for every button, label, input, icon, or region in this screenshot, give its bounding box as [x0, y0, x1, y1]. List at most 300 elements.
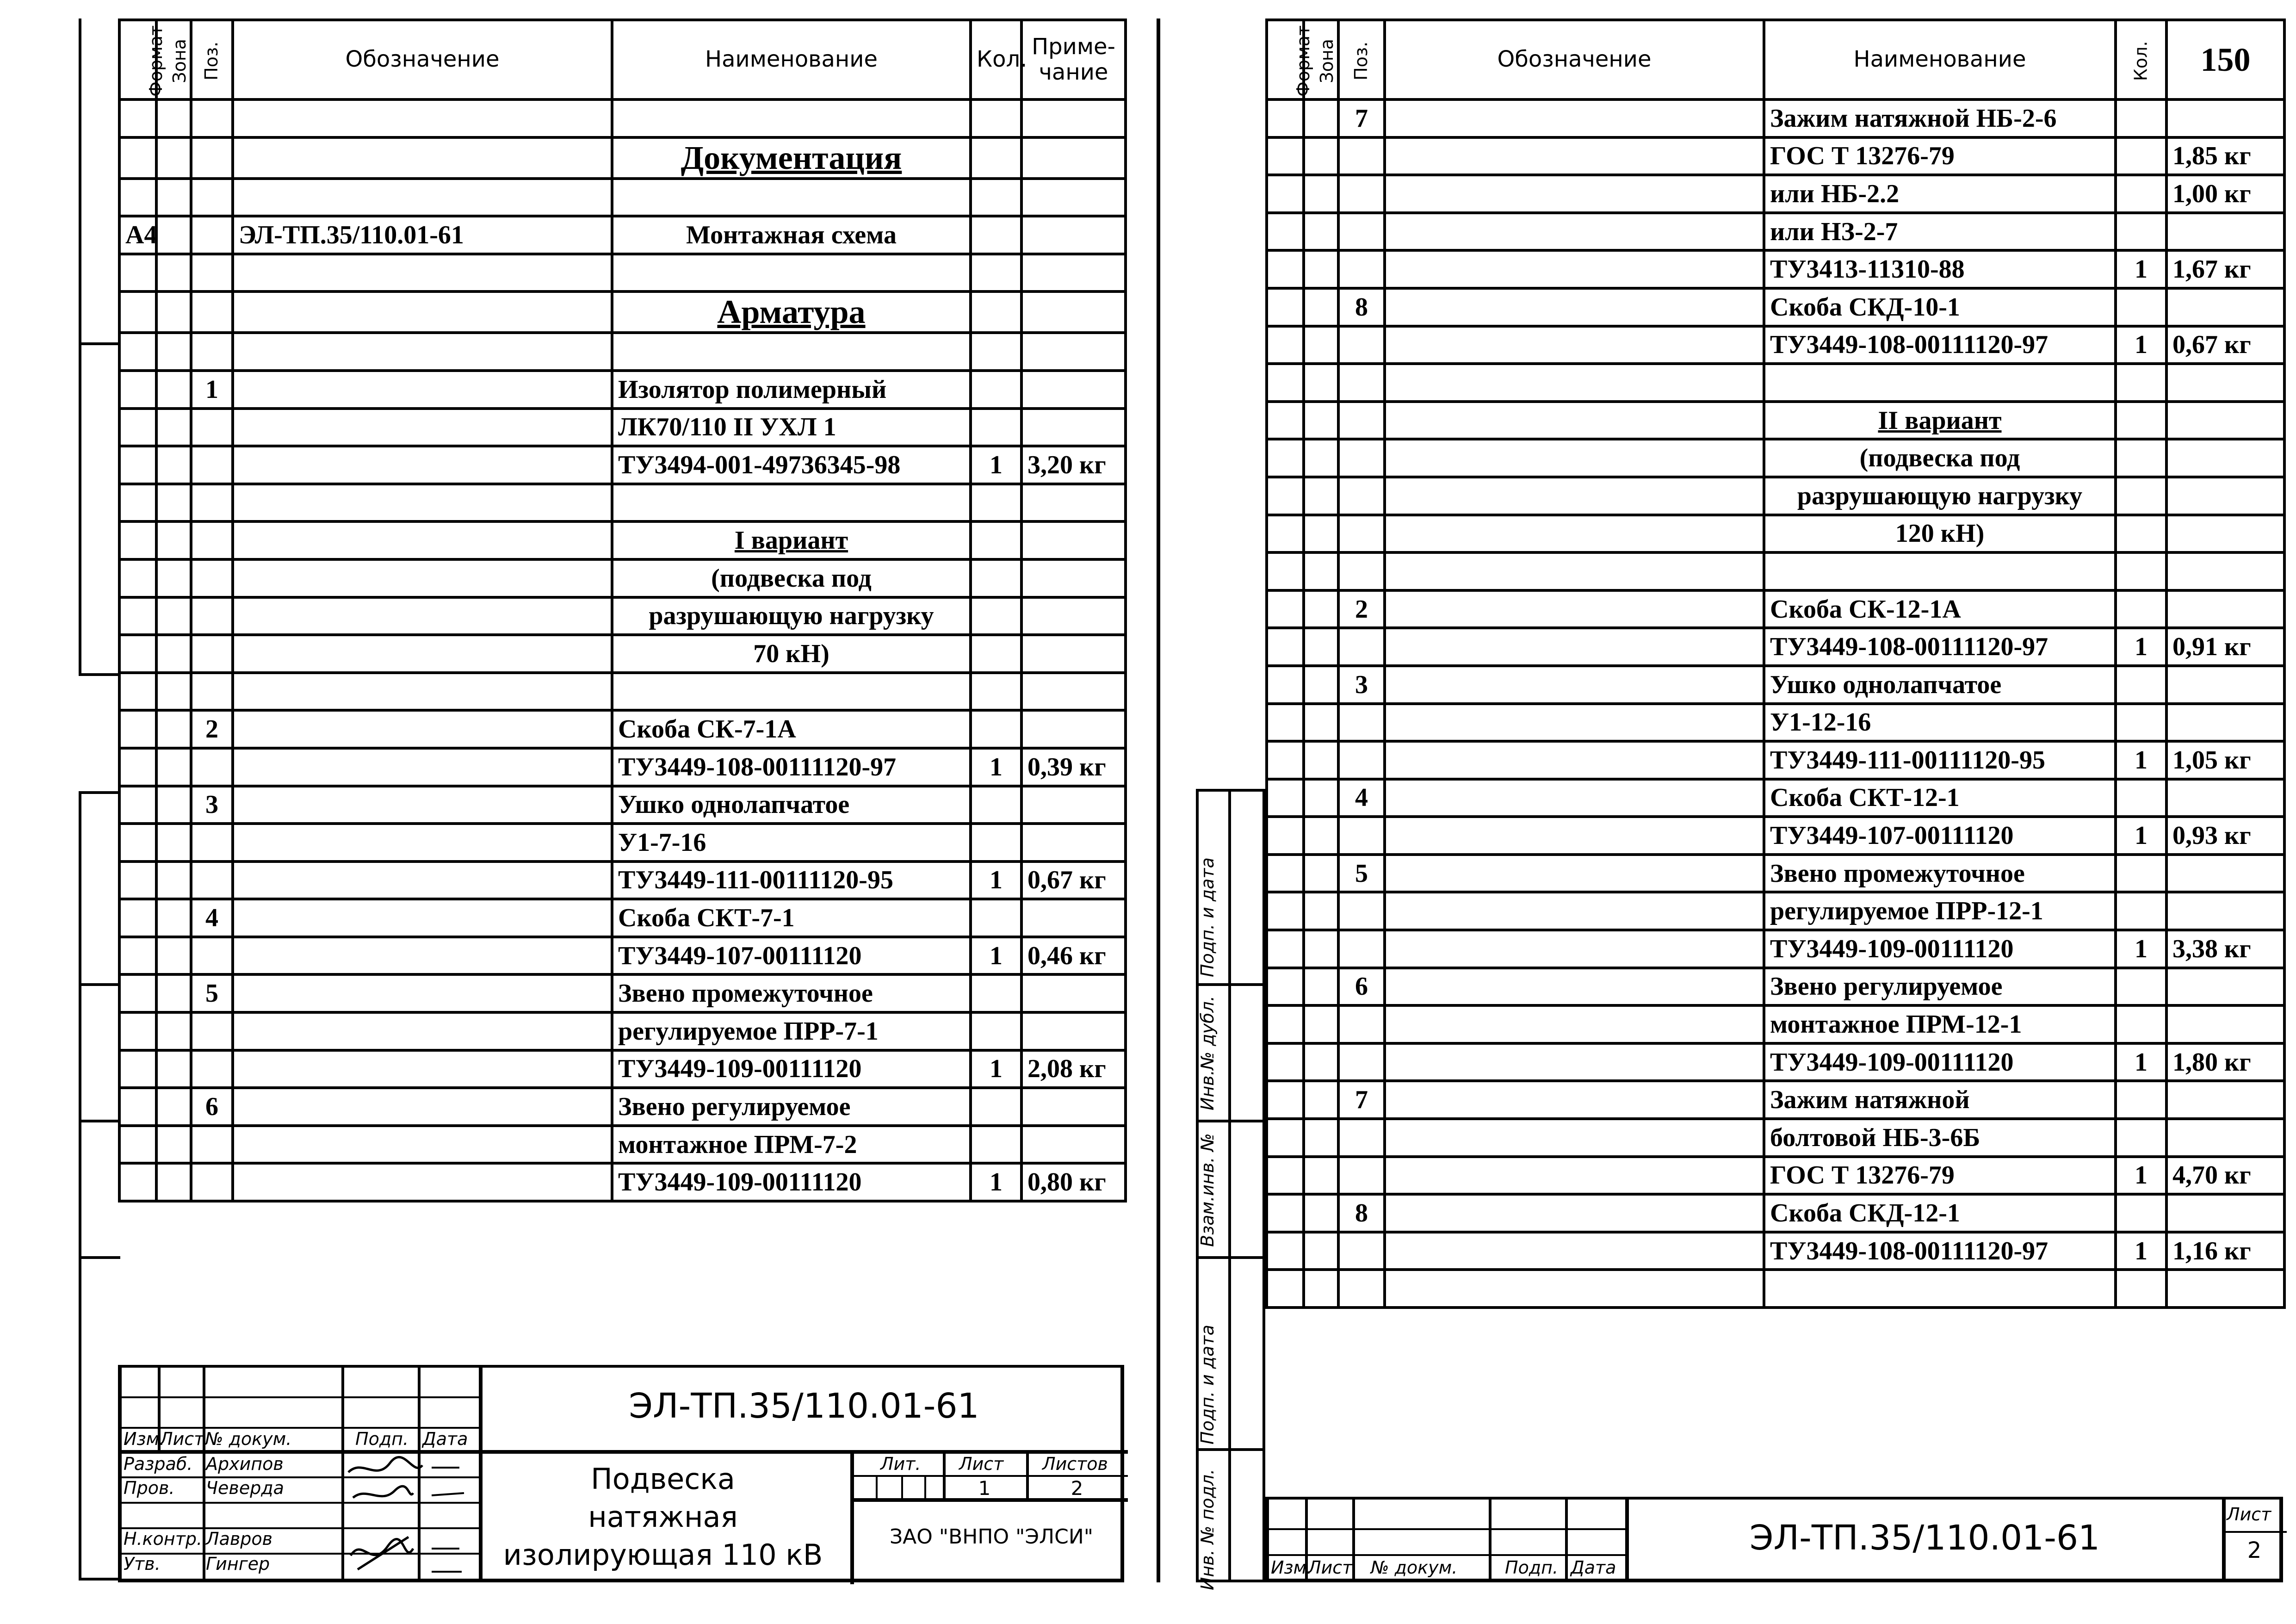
- cell-zone: [156, 673, 191, 711]
- cell-designation: [233, 673, 612, 711]
- cell-designation: [1385, 137, 1764, 175]
- label-sheet-right: Лист: [2227, 1504, 2271, 1525]
- cell-pos: [1338, 439, 1385, 477]
- cell-note: [2166, 590, 2284, 628]
- spec-row: [1267, 515, 2284, 553]
- cell-zone: [156, 179, 191, 217]
- cell-designation: [233, 254, 612, 292]
- role-label: Н.контр.: [124, 1529, 203, 1549]
- cell-format: [119, 1012, 156, 1050]
- cell-name: ТУ3449-108-00111120-97: [1764, 1232, 2116, 1270]
- cell-designation: [1385, 628, 1764, 666]
- cell-designation: [233, 484, 612, 522]
- spec-row: [1267, 175, 2284, 213]
- cell-format: [1267, 402, 1304, 440]
- cell-format: [1267, 666, 1304, 704]
- spec-row: [119, 710, 1126, 748]
- cell-note: [2166, 1194, 2284, 1232]
- cell-format: [1267, 855, 1304, 893]
- cell-zone: [1304, 213, 1338, 251]
- cell-designation: [1385, 968, 1764, 1006]
- cell-pos: [191, 409, 233, 446]
- handwritten-signatures: [344, 1454, 478, 1583]
- cell-designation: [233, 1012, 612, 1050]
- cell-qty: [971, 291, 1021, 333]
- cell-zone: [156, 824, 191, 862]
- cell-format: [119, 974, 156, 1012]
- spec-row: [119, 899, 1126, 937]
- cell-qty: [971, 179, 1021, 217]
- cell-name: ТУ3413-11310-88: [1764, 250, 2116, 288]
- cell-name: Звено регулируемое: [612, 1088, 971, 1126]
- col-format-header: Формат: [119, 20, 156, 99]
- cell-format: [1267, 1194, 1304, 1232]
- cell-zone: [1304, 666, 1338, 704]
- spec-row: [119, 635, 1126, 673]
- cell-pos: 8: [1338, 288, 1385, 326]
- cell-format: [1267, 704, 1304, 742]
- cell-zone: [156, 291, 191, 333]
- spec-row: [119, 862, 1126, 899]
- binding-tick: [79, 983, 120, 986]
- cell-format: [119, 710, 156, 748]
- side-label-inv-podl: Инв. № подл.: [1197, 1469, 1218, 1590]
- label-lit: Лит.: [880, 1454, 921, 1474]
- cell-zone: [156, 371, 191, 409]
- cell-zone: [1304, 477, 1338, 515]
- binding-tick: [79, 673, 120, 676]
- role-label: Разраб.: [124, 1454, 193, 1474]
- cell-note: [2166, 288, 2284, 326]
- cell-name: [1764, 1270, 2116, 1308]
- cell-note: 0,80 кг: [1021, 1163, 1126, 1201]
- cell-note: [1021, 137, 1126, 179]
- spec-row: [1267, 213, 2284, 251]
- cell-pos: [191, 559, 233, 597]
- cell-zone: [156, 937, 191, 975]
- cell-note: [1021, 179, 1126, 217]
- cell-qty: 1: [971, 446, 1021, 484]
- cell-designation: [233, 597, 612, 635]
- cell-zone: [1304, 402, 1338, 440]
- spec-row: [119, 254, 1126, 292]
- cell-pos: [1338, 1232, 1385, 1270]
- cell-designation: [1385, 1157, 1764, 1195]
- spec-row: [119, 559, 1126, 597]
- cell-pos: [191, 179, 233, 217]
- cell-format: [1267, 1043, 1304, 1081]
- cell-note: 1,16 кг: [2166, 1232, 2284, 1270]
- cell-designation: [233, 333, 612, 371]
- col-pos-header: Поз.: [1338, 20, 1385, 99]
- cell-format: [1267, 439, 1304, 477]
- cell-zone: [1304, 250, 1338, 288]
- label-date: Дата: [422, 1429, 468, 1449]
- spec-row: [119, 824, 1126, 862]
- cell-zone: [1304, 590, 1338, 628]
- spec-row: [1267, 1270, 2284, 1308]
- col-qty-header: Кол.: [2116, 20, 2166, 99]
- cell-format: [1267, 1081, 1304, 1119]
- cell-format: [119, 409, 156, 446]
- cell-designation: [233, 899, 612, 937]
- cell-designation: [1385, 930, 1764, 968]
- cell-designation: [233, 937, 612, 975]
- spec-row: [119, 99, 1126, 137]
- cell-qty: [971, 559, 1021, 597]
- cell-name: [612, 673, 971, 711]
- cell-zone: [156, 559, 191, 597]
- cell-name: Скоба СКТ-12-1: [1764, 779, 2116, 817]
- binding-tick: [79, 1578, 120, 1581]
- role-person-name: Лавров: [206, 1529, 273, 1549]
- cell-note: [1021, 1088, 1126, 1126]
- cell-note: [1021, 786, 1126, 824]
- cell-zone: [1304, 175, 1338, 213]
- cell-note: [2166, 552, 2284, 590]
- cell-designation: [1385, 817, 1764, 855]
- cell-qty: [2116, 402, 2166, 440]
- spec-row: [119, 974, 1126, 1012]
- cell-note: [1021, 710, 1126, 748]
- cell-format: [1267, 892, 1304, 930]
- cell-note: 0,91 кг: [2166, 628, 2284, 666]
- cell-name: Звено регулируемое: [1764, 968, 2116, 1006]
- cell-note: 0,67 кг: [1021, 862, 1126, 899]
- cell-designation: [1385, 1270, 1764, 1308]
- cell-format: [1267, 779, 1304, 817]
- cell-designation: [233, 824, 612, 862]
- cell-qty: [2116, 175, 2166, 213]
- cell-zone: [156, 710, 191, 748]
- cell-name: [612, 99, 971, 137]
- cell-qty: 1: [971, 1050, 1021, 1088]
- cell-note: 3,20 кг: [1021, 446, 1126, 484]
- cell-pos: 2: [1338, 590, 1385, 628]
- cell-note: [1021, 484, 1126, 522]
- document-code-right: ЭЛ-ТП.35/110.01-61: [1749, 1518, 2100, 1558]
- cell-qty: [971, 333, 1021, 371]
- spec-row: [1267, 930, 2284, 968]
- cell-pos: [191, 862, 233, 899]
- spec-row: [1267, 1081, 2284, 1119]
- spec-row: [1267, 288, 2284, 326]
- cell-zone: [156, 216, 191, 254]
- cell-note: [2166, 666, 2284, 704]
- cell-note: [1021, 899, 1126, 937]
- cell-qty: [2116, 704, 2166, 742]
- cell-pos: [191, 1126, 233, 1164]
- cell-name: [612, 333, 971, 371]
- cell-pos: [1338, 364, 1385, 402]
- cell-format: [119, 1126, 156, 1164]
- cell-zone: [156, 99, 191, 137]
- cell-note: [2166, 855, 2284, 893]
- col-name-header: Наименование: [1764, 20, 2116, 99]
- cell-name: Звено промежуточное: [612, 974, 971, 1012]
- cell-note: [1021, 635, 1126, 673]
- spec-row: [1267, 477, 2284, 515]
- label-sheet: Лист: [959, 1454, 1004, 1474]
- label-izm: Изм.: [124, 1429, 165, 1449]
- binding-tick: [79, 342, 120, 345]
- cell-pos: [191, 446, 233, 484]
- cell-name: Скоба СКД-10-1: [1764, 288, 2116, 326]
- cell-pos: 5: [191, 974, 233, 1012]
- col-name-header: Наименование: [612, 20, 971, 99]
- spec-row: [1267, 402, 2284, 440]
- spec-row: [119, 786, 1126, 824]
- side-label-sign-date: Подп. и дата: [1197, 857, 1218, 977]
- binding-tick: [79, 791, 120, 794]
- cell-zone: [156, 1050, 191, 1088]
- cell-note: 4,70 кг: [2166, 1157, 2284, 1195]
- cell-zone: [1304, 704, 1338, 742]
- cell-pos: [1338, 213, 1385, 251]
- cell-zone: [1304, 552, 1338, 590]
- cell-note: 1,80 кг: [2166, 1043, 2284, 1081]
- cell-format: [119, 673, 156, 711]
- cell-note: [2166, 1081, 2284, 1119]
- spec-row: [1267, 439, 2284, 477]
- cell-name: ТУ3449-109-00111120: [1764, 1043, 2116, 1081]
- cell-name: Ушко однолапчатое: [612, 786, 971, 824]
- cell-zone: [156, 748, 191, 786]
- cell-format: [1267, 628, 1304, 666]
- right-stamp: [1265, 1497, 2283, 1582]
- cell-zone: [156, 446, 191, 484]
- cell-note: [2166, 704, 2284, 742]
- cell-qty: 1: [971, 937, 1021, 975]
- cell-qty: [971, 254, 1021, 292]
- spec-row: [1267, 364, 2284, 402]
- cell-note: 0,46 кг: [1021, 937, 1126, 975]
- side-label-sign-date-2: Подп. и дата: [1197, 1325, 1218, 1444]
- cell-designation: [1385, 1043, 1764, 1081]
- cell-name: [612, 254, 971, 292]
- cell-note: [1021, 99, 1126, 137]
- spec-row: [1267, 817, 2284, 855]
- cell-format: [119, 291, 156, 333]
- cell-zone: [1304, 1232, 1338, 1270]
- cell-note: 3,38 кг: [2166, 930, 2284, 968]
- sheet-value: 1: [978, 1477, 991, 1500]
- cell-format: [119, 899, 156, 937]
- cell-format: [1267, 288, 1304, 326]
- spec-row: [1267, 250, 2284, 288]
- cell-note: [1021, 521, 1126, 559]
- cell-format: [1267, 590, 1304, 628]
- cell-pos: [1338, 1270, 1385, 1308]
- spec-row: [1267, 704, 2284, 742]
- cell-name: ТУ3494-001-49736345-98: [612, 446, 971, 484]
- cell-qty: [971, 635, 1021, 673]
- cell-zone: [1304, 326, 1338, 364]
- spec-row: [119, 216, 1126, 254]
- spec-row: [119, 333, 1126, 371]
- cell-pos: [1338, 1043, 1385, 1081]
- cell-name: монтажное ПРМ-12-1: [1764, 1005, 2116, 1043]
- cell-zone: [156, 254, 191, 292]
- cell-zone: [1304, 1119, 1338, 1157]
- cell-designation: [233, 179, 612, 217]
- cell-name: У1-7-16: [612, 824, 971, 862]
- cell-format: [119, 597, 156, 635]
- cell-designation: [233, 291, 612, 333]
- spec-row: [119, 484, 1126, 522]
- cell-format: [119, 99, 156, 137]
- document-title: Подвеска натяжная изолирующая 110 кВ: [503, 1462, 823, 1572]
- cell-zone: [156, 862, 191, 899]
- cell-format: [1267, 1005, 1304, 1043]
- label-doc-no: № докум.: [1371, 1557, 1458, 1578]
- cell-format: [119, 1088, 156, 1126]
- cell-note: [2166, 968, 2284, 1006]
- cell-name: Документация: [612, 137, 971, 179]
- cell-designation: [1385, 326, 1764, 364]
- cell-note: [1021, 1126, 1126, 1164]
- cell-zone: [156, 1088, 191, 1126]
- spec-row: [1267, 1194, 2284, 1232]
- cell-qty: [2116, 99, 2166, 137]
- binding-line-top: [79, 19, 81, 676]
- cell-name: ТУ3449-108-00111120-97: [612, 748, 971, 786]
- organization-name: ЗАО "ВНПО "ЭЛСИ": [889, 1525, 1094, 1549]
- cell-designation: [233, 137, 612, 179]
- cell-zone: [1304, 99, 1338, 137]
- cell-note: [1021, 597, 1126, 635]
- cell-note: 1,00 кг: [2166, 175, 2284, 213]
- cell-format: [1267, 364, 1304, 402]
- cell-pos: [1338, 817, 1385, 855]
- cell-designation: [1385, 1194, 1764, 1232]
- role-label: Пров.: [124, 1478, 175, 1498]
- cell-note: [2166, 1119, 2284, 1157]
- cell-pos: [191, 597, 233, 635]
- cell-designation: [1385, 439, 1764, 477]
- cell-pos: [1338, 515, 1385, 553]
- cell-name: 120 кН): [1764, 515, 2116, 553]
- cell-format: [119, 1163, 156, 1201]
- cell-name: разрушающую нагрузку: [612, 597, 971, 635]
- title-block: [118, 1365, 1124, 1582]
- cell-designation: [233, 446, 612, 484]
- cell-zone: [1304, 628, 1338, 666]
- spec-row: [1267, 1005, 2284, 1043]
- cell-format: [1267, 137, 1304, 175]
- cell-zone: [156, 1126, 191, 1164]
- cell-qty: 1: [971, 748, 1021, 786]
- spec-row: [1267, 552, 2284, 590]
- cell-zone: [156, 1012, 191, 1050]
- cell-name: ТУ3449-111-00111120-95: [612, 862, 971, 899]
- role-person-name: Гингер: [206, 1554, 270, 1574]
- cell-pos: [191, 216, 233, 254]
- cell-designation: [233, 635, 612, 673]
- cell-name: ТУ3449-108-00111120-97: [1764, 326, 2116, 364]
- cell-designation: [1385, 1232, 1764, 1270]
- cell-note: [2166, 477, 2284, 515]
- cell-qty: [2116, 288, 2166, 326]
- cell-qty: [2116, 855, 2166, 893]
- cell-note: [2166, 364, 2284, 402]
- cell-pos: [1338, 930, 1385, 968]
- binding-tick: [79, 1256, 120, 1259]
- cell-name: Скоба СК-7-1А: [612, 710, 971, 748]
- cell-format: [1267, 1157, 1304, 1195]
- cell-format: [119, 179, 156, 217]
- binding-tick: [79, 1120, 120, 1122]
- cell-name: У1-12-16: [1764, 704, 2116, 742]
- cell-format: [1267, 930, 1304, 968]
- cell-format: [1267, 250, 1304, 288]
- cell-note: [1021, 1012, 1126, 1050]
- spec-row: [1267, 137, 2284, 175]
- spec-row: [119, 371, 1126, 409]
- cell-zone: [1304, 515, 1338, 553]
- cell-qty: [971, 786, 1021, 824]
- cell-qty: [2116, 1081, 2166, 1119]
- cell-pos: [191, 673, 233, 711]
- cell-name: ТУ3449-109-00111120: [612, 1050, 971, 1088]
- cell-zone: [1304, 968, 1338, 1006]
- cell-pos: [1338, 1005, 1385, 1043]
- cell-designation: [1385, 99, 1764, 137]
- cell-note: [2166, 515, 2284, 553]
- cell-qty: 1: [2116, 817, 2166, 855]
- cell-designation: [233, 559, 612, 597]
- cell-designation: [233, 1126, 612, 1164]
- cell-name: Скоба СКД-12-1: [1764, 1194, 2116, 1232]
- cell-pos: [1338, 704, 1385, 742]
- cell-note: 2,08 кг: [1021, 1050, 1126, 1088]
- spec-row: [119, 1088, 1126, 1126]
- cell-qty: [971, 1088, 1021, 1126]
- cell-zone: [1304, 1157, 1338, 1195]
- cell-qty: [971, 710, 1021, 748]
- sheet-right: [1157, 0, 2296, 1624]
- cell-format: [1267, 741, 1304, 779]
- cell-format: [1267, 552, 1304, 590]
- cell-qty: 1: [2116, 250, 2166, 288]
- cell-format: [119, 786, 156, 824]
- cell-pos: 7: [1338, 1081, 1385, 1119]
- cell-name: Ушко однолапчатое: [1764, 666, 2116, 704]
- cell-pos: [1338, 1119, 1385, 1157]
- cell-pos: 3: [1338, 666, 1385, 704]
- col-zone-header: Зона: [1304, 20, 1338, 99]
- cell-designation: [233, 521, 612, 559]
- cell-note: 1,85 кг: [2166, 137, 2284, 175]
- cell-designation: [1385, 779, 1764, 817]
- cell-pos: [1338, 477, 1385, 515]
- cell-note: [1021, 409, 1126, 446]
- cell-zone: [156, 635, 191, 673]
- spec-row: [119, 1050, 1126, 1088]
- cell-zone: [1304, 1081, 1338, 1119]
- cell-note: [2166, 99, 2284, 137]
- col-designation-header: Обозначение: [233, 20, 612, 99]
- cell-designation: [1385, 213, 1764, 251]
- cell-name: Монтажная схема: [612, 216, 971, 254]
- label-sign: Подп.: [1505, 1557, 1559, 1578]
- cell-format: А4: [119, 216, 156, 254]
- cell-designation: [1385, 1081, 1764, 1119]
- cell-designation: [1385, 175, 1764, 213]
- cell-pos: 4: [1338, 779, 1385, 817]
- spec-row: [119, 1163, 1126, 1201]
- cell-qty: [971, 137, 1021, 179]
